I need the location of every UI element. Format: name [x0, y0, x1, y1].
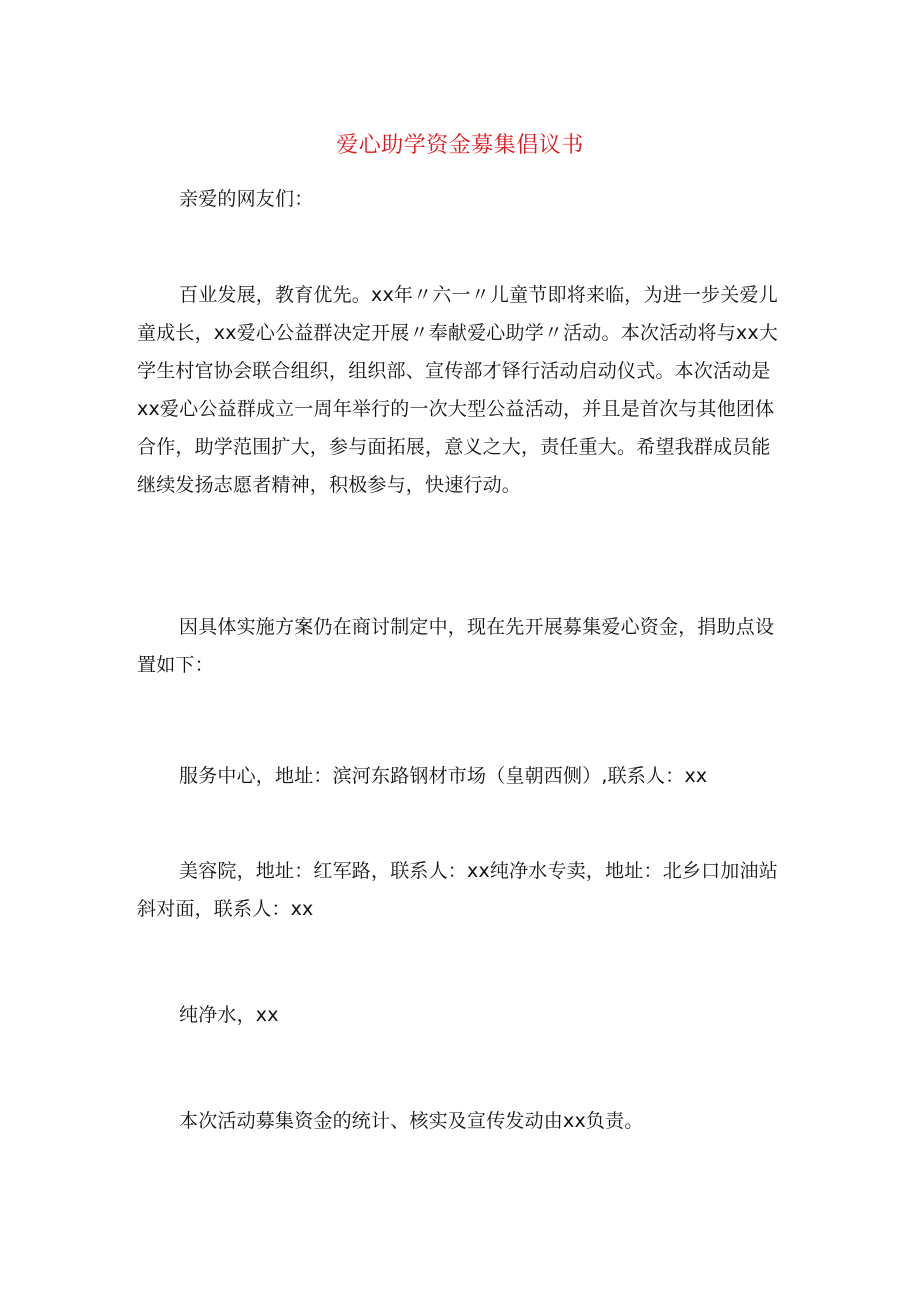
paragraph-intro: 百业发展，教育优先。xx年〃六一〃儿童节即将来临，为进一步关爱儿童成长，xx爱心公益群决定开展〃奉献爱心助学〃活动。本次活动将与xx大学生村官协会联合组织，组织部、宣传部才铎行活动启动仪式。本次活动是xx爱心公益群成立一周年举行的一次大型公益活动，并且是首次与其他团体合作，助学范围扩大，参与面拓展，意义之大，责任重大。希望我群成员能继续发扬志愿者精神，积极参与，快速行动。: [137, 284, 778, 496]
document-title: 爱心助学资金募集倡议书: [336, 133, 584, 158]
paragraph-donation-points: 因具体实施方案仍在商讨制定中，现在先开展募集爱心资金，捐助点设置如下：: [137, 616, 775, 676]
paragraph-responsibility: 本次活动募集资金的统计、核实及宣传发动由xx负责。: [179, 1110, 644, 1132]
paragraph-pure-water: 纯净水，xx: [179, 1004, 279, 1026]
paragraph-service-center: 服务中心，地址：滨河东路钢材市场（皇朝西侧）,联系人：xx: [179, 765, 708, 787]
greeting: 亲爱的网友们：: [179, 188, 314, 210]
paragraph-beauty-salon: 美容院，地址：红军路，联系人：xx纯净水专卖，地址：北乡口加油站斜对面，联系人：xx: [137, 860, 778, 920]
